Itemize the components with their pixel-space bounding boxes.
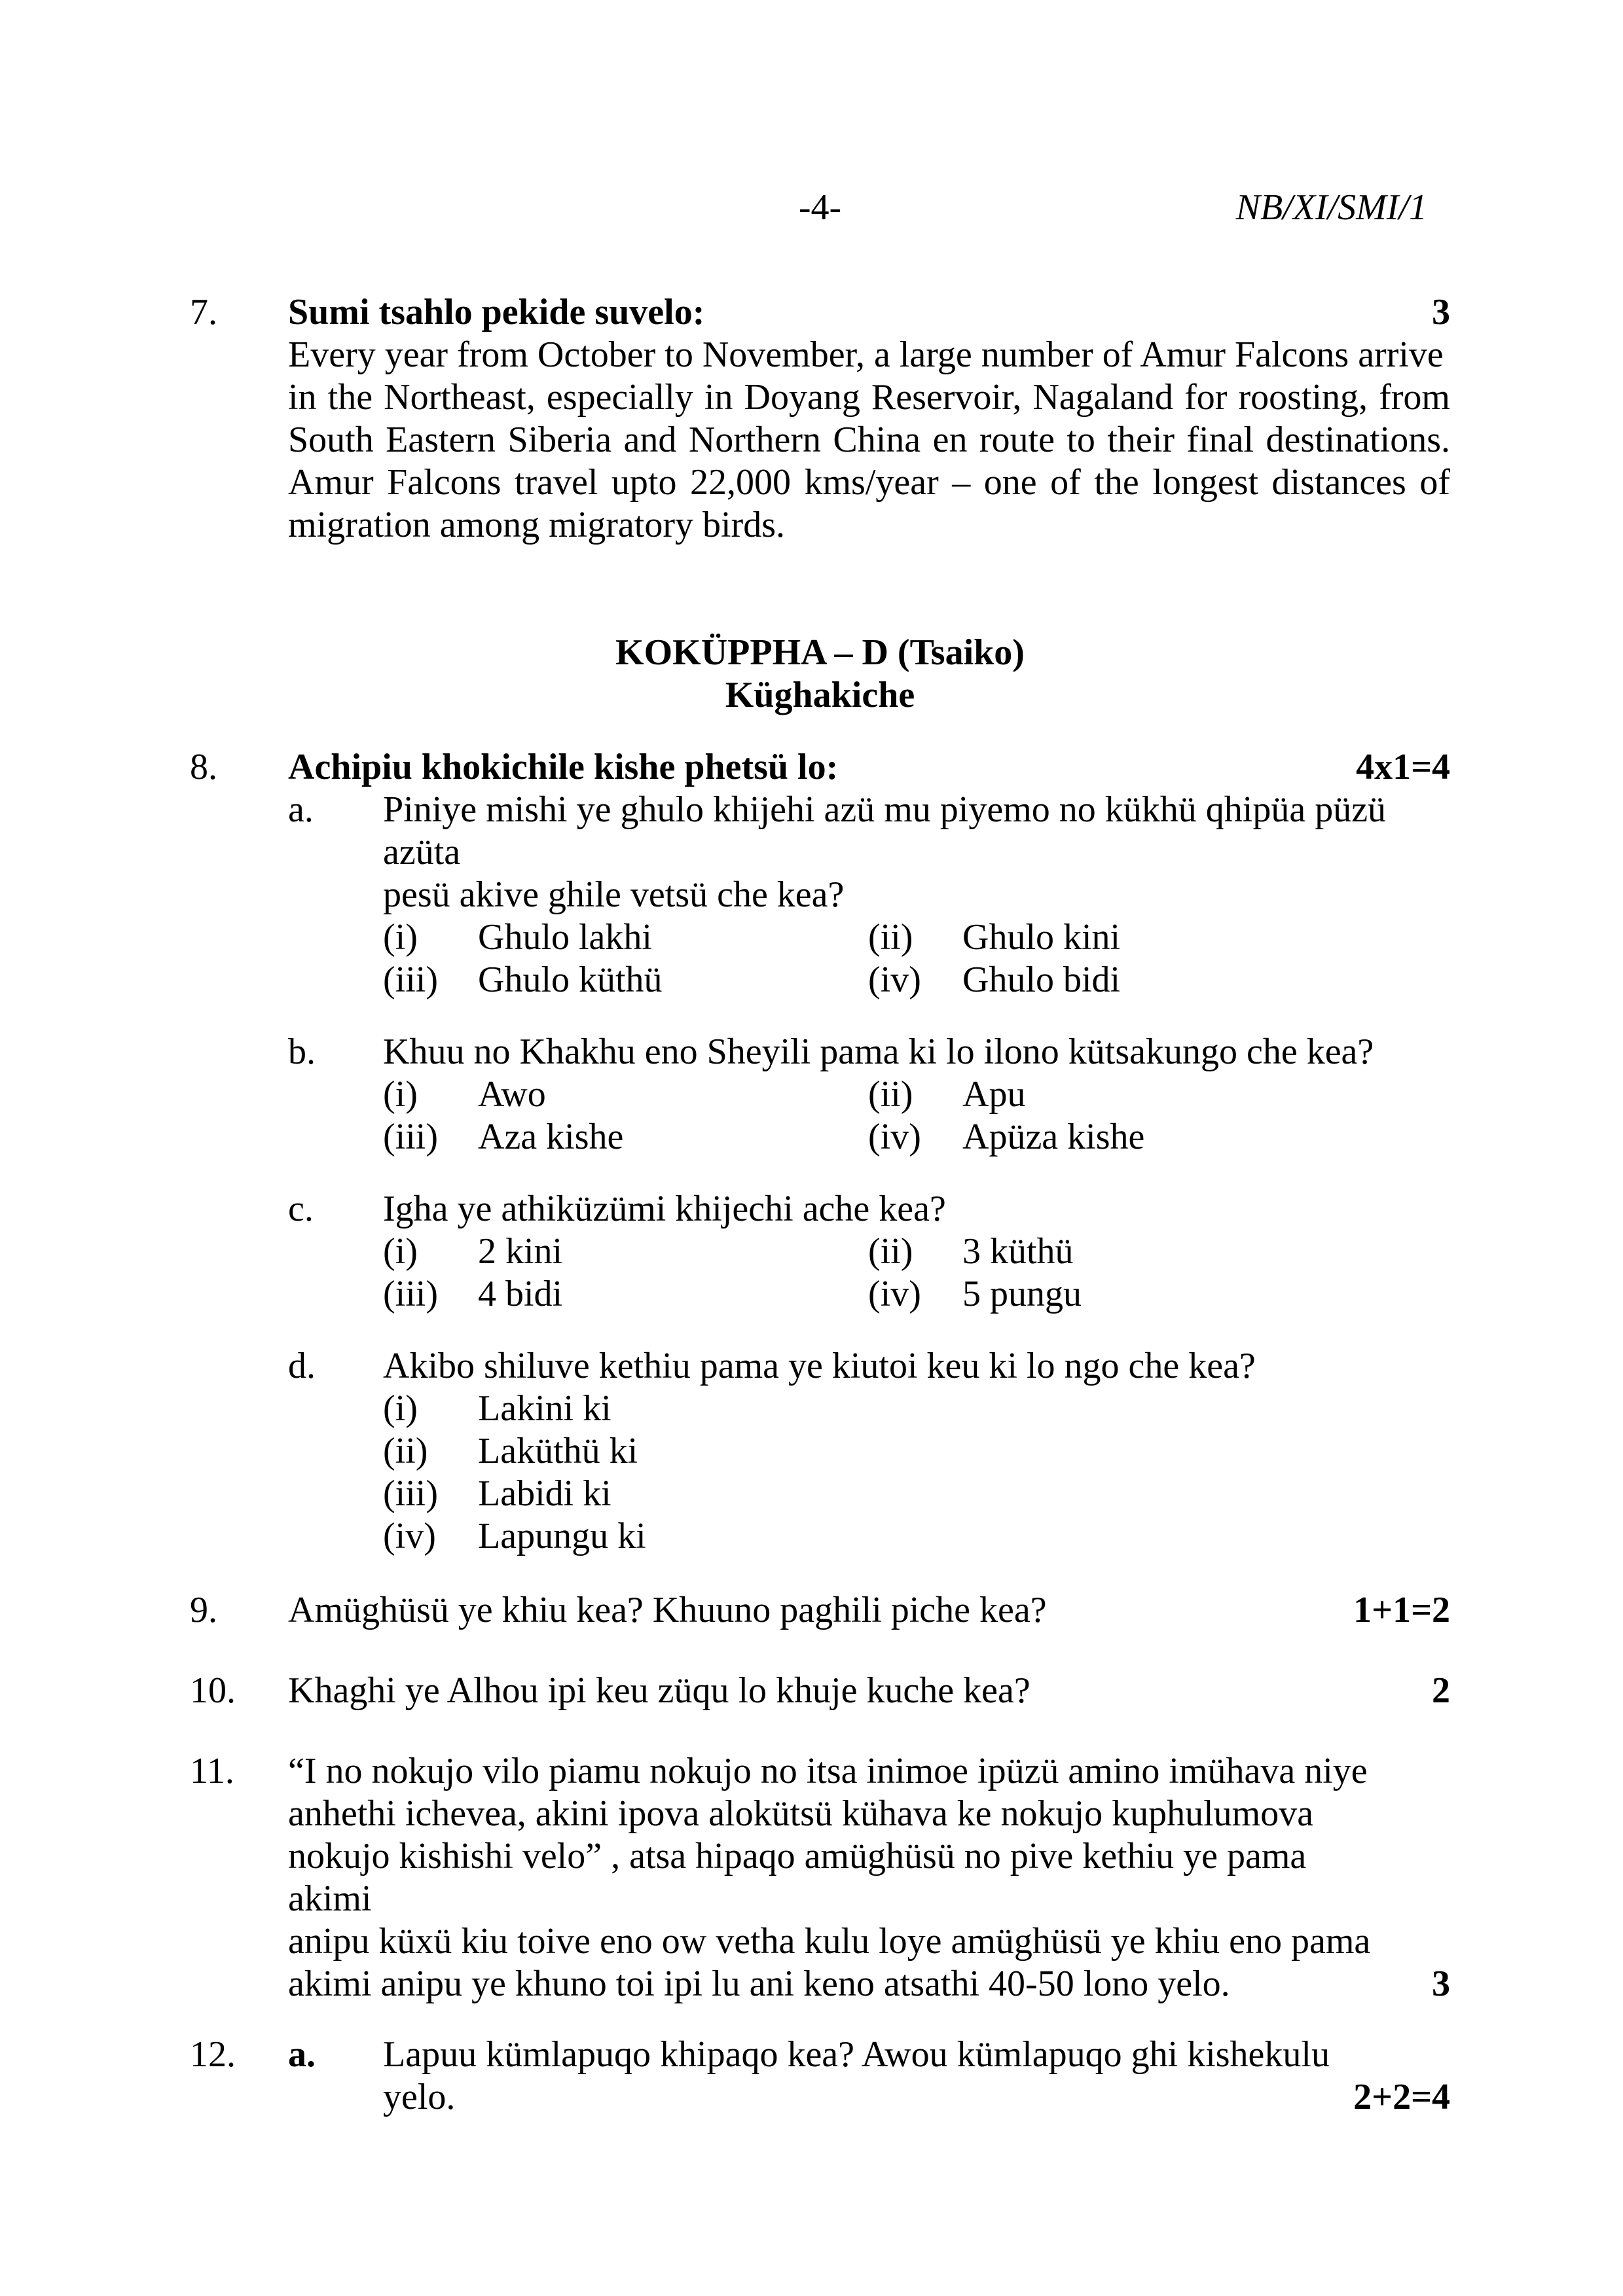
option-row [383,916,1450,959]
option-row [383,1273,1450,1316]
q8-body [288,746,1450,1558]
sub-letter: a. [288,789,314,830]
q7-paragraph [288,334,1450,547]
q12-number: 12. [190,2034,236,2075]
question-7 [190,291,1450,547]
doc-code: NB/XI/SMI/1 [1235,187,1427,228]
option-label: Lakini ki [478,1388,611,1429]
option-row [383,1116,1450,1158]
option-number: (iv) [868,960,921,1000]
q11-number: 11. [190,1751,234,1791]
q10-number: 10. [190,1670,236,1711]
q8d-content [383,1345,1450,1558]
option-row [383,1230,1450,1273]
option-label: Apüza kishe [962,1117,1145,1157]
q7-marks: 3 [1432,292,1450,332]
para-line: Every year from October to November, a large number of Amur Falcons arrive [288,334,1444,375]
q11-line: nokujo kishishi velo” , atsa hipaqo amüghüsü no pive kethiu ye pama akimi [288,1836,1307,1919]
q12-marks: 2+2=4 [1353,2077,1450,2117]
option-label: Aza kishe [478,1117,624,1157]
option-label: 2 kini [478,1231,563,1272]
section-subtitle: Küghakiche [725,675,915,715]
option-number: (iii) [383,1274,438,1314]
option-label: Ghulo bidi [962,960,1121,1000]
option-number: (iv) [868,1117,921,1157]
q8-marks: 4x1=4 [1356,747,1450,787]
option-row [383,1073,1450,1116]
q12-line: yelo. [383,2077,456,2117]
page-number: -4- [798,187,842,228]
option-number: (i) [383,1074,418,1115]
option-label: Ghulo lakhi [478,917,652,958]
q12-text [383,2034,1450,2119]
option-number: (iii) [383,960,438,1000]
q8-sub-a [288,789,1450,1001]
option-number: (ii) [868,1074,913,1115]
sub-question-line: Khuu no Khakhu eno Sheyili pama ki lo ilono kütsakungo che kea? [383,1031,1374,1072]
sub-letter: a. [288,2034,316,2075]
q7-number: 7. [190,292,217,332]
para-line: South Eastern Siberia and Northern China en route to their final destinations. [288,420,1450,460]
sub-letter: d. [288,1346,316,1386]
question-8 [190,746,1450,1558]
option-number: (ii) [868,917,913,958]
option-number: (iv) [383,1516,436,1556]
option-label: Ghulo küthü [478,960,663,1000]
section-heading [190,632,1450,717]
option-label: 3 küthü [962,1231,1074,1272]
q9-marks: 1+1=2 [1353,1590,1450,1630]
para-line: migration among migratory birds. [288,505,785,545]
q8a-content [383,789,1450,1001]
q7-body [288,291,1450,547]
option-label: 5 pungu [962,1274,1082,1314]
sub-question-line: Piniye mishi ye ghulo khijehi azü mu piyemo no kükhü qhipüa püzü azüta [383,789,1387,872]
q8-sub-b [288,1031,1450,1158]
q8-title: Achipiu khokichile kishe phetsü lo: [288,747,839,787]
q11-marks: 3 [1432,1964,1450,2004]
question-11 [190,1750,1450,2005]
q8-number: 8. [190,747,217,787]
question-9 [190,1589,1450,1632]
q9-text: Amüghüsü ye khiu kea? Khuuno paghili piche kea? [288,1590,1047,1630]
question-10 [190,1670,1450,1712]
q8-sub-c [288,1188,1450,1316]
option-label: 4 bidi [478,1274,563,1314]
q11-text [288,1750,1375,2005]
q11-line: “I no nokujo vilo piamu nokujo no itsa inimoe ipüzü amino imühava niye [288,1751,1368,1791]
option-row [383,1515,1450,1558]
option-label: Laküthü ki [478,1431,638,1471]
option-number: (ii) [868,1231,913,1272]
sub-question-line: Akibo shiluve kethiu pama ye kiutoi keu ki lo ngo che kea? [383,1346,1256,1386]
q11-line: anhethi ichevea, akini ipova alokütsü kühava ke nokujo kuphulumova [288,1793,1314,1834]
para-line: Amur Falcons travel upto 22,000 kms/year – one of the longest distances of [288,462,1450,503]
option-row [383,1473,1450,1515]
q11-line: akimi anipu ye khuno toi ipi lu ani keno atsathi 40-50 lono yelo. [288,1964,1230,2004]
option-number: (iii) [383,1117,438,1157]
option-number: (ii) [383,1431,428,1471]
sub-question-line: pesü akive ghile vetsü che kea? [383,874,845,915]
option-label: Lapungu ki [478,1516,646,1556]
sub-question-line: Igha ye athiküzümi khijechi ache kea? [383,1189,946,1229]
question-12 [190,2034,1450,2119]
option-number: (iii) [383,1473,438,1514]
option-number: (i) [383,1231,418,1272]
sub-letter: c. [288,1189,314,1229]
option-label: Apu [962,1074,1026,1115]
option-label: Labidi ki [478,1473,611,1514]
q10-text: Khaghi ye Alhou ipi keu züqu lo khuje kuche kea? [288,1670,1030,1711]
page-header [190,187,1450,229]
option-number: (i) [383,1388,418,1429]
option-label: Ghulo kini [962,917,1121,958]
q7-title: Sumi tsahlo pekide suvelo: [288,292,705,332]
option-row [383,1388,1450,1430]
q9-number: 9. [190,1590,217,1630]
q8-sub-d [288,1345,1450,1558]
q10-marks: 2 [1432,1670,1450,1711]
section-title: KOKÜPPHA – D (Tsaiko) [615,632,1025,673]
q12-line: Lapuu kümlapuqo khipaqo kea? Awou kümlapuqo ghi kishekulu [383,2034,1330,2075]
option-label: Awo [478,1074,546,1115]
sub-letter: b. [288,1031,316,1072]
option-row [383,959,1450,1001]
option-number: (i) [383,917,418,958]
q11-line: anipu küxü kiu toive eno ow vetha kulu loye amüghüsü ye khiu eno pama [288,1921,1371,1962]
para-line: in the Northeast, especially in Doyang Reservoir, Nagaland for roosting, from [288,377,1450,418]
q8c-content [383,1188,1450,1316]
option-number: (iv) [868,1274,921,1314]
q8b-content [383,1031,1450,1158]
option-row [383,1430,1450,1473]
